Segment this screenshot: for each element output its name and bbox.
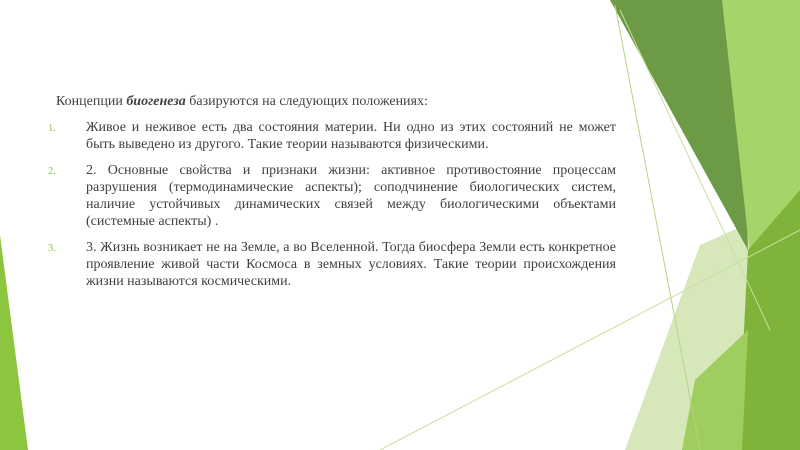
- intro-suffix: базируются на следующих положениях:: [185, 94, 428, 109]
- list-marker: 1.: [48, 123, 56, 134]
- list-marker: 2.: [48, 166, 56, 177]
- intro-paragraph: [56, 93, 616, 110]
- intro-emphasis: биогенеза: [126, 94, 186, 109]
- list-item: [48, 239, 616, 290]
- list-item-text: 2. Основные свойства и признаки жизни: активное противостояние процессам разрушения (термодинамические аспекты); соподчинение биологических систем, наличие устойчивых динамических связей между биологическими объектами (системные аспекты) .: [86, 163, 616, 229]
- intro-prefix: Концепции: [56, 94, 127, 109]
- list-item: [48, 119, 616, 153]
- left-accent-triangle: [0, 235, 28, 450]
- positions-list: [48, 119, 616, 290]
- list-item: [48, 162, 616, 230]
- slide-content: [48, 93, 616, 299]
- list-item-text: 3. Жизнь возникает не на Земле, а во Вселенной. Тогда биосфера Земли есть конкретное проявление живой части Космоса в земных условиях. Такие теории происхождения жизни называются космическими.: [86, 240, 616, 289]
- list-marker: 3.: [48, 243, 56, 254]
- list-item-text: Живое и неживое есть два состояния материи. Ни одно из этих состояний не может быть выведено из другого. Такие теории называются физическими.: [86, 120, 616, 152]
